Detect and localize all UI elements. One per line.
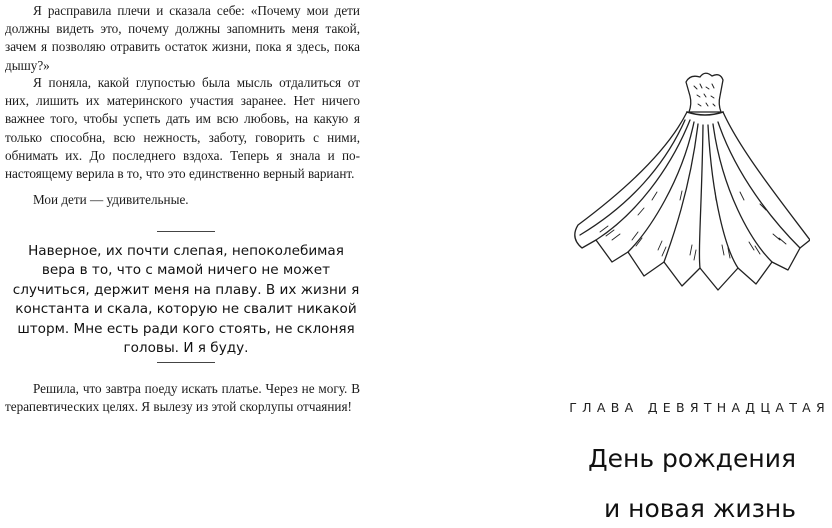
paragraph-1: Я расправила плечи и сказала себе: «Почему мои дети должны видеть это, почему должны запомнить меня такой, зачем я позволяю отравить остаток жизни, пока я здесь, пока дышу?» (5, 3, 360, 73)
divider-top (157, 231, 215, 232)
paragraph-3: Мои дети — удивительные. (33, 192, 189, 207)
chapter-title-line1: День рождения (588, 444, 796, 473)
paragraph-2: Я поняла, какой глупостью была мысль отдалиться от них, лишить их материнского участия заранее. Нет ничего важнее того, чтобы успеть дать им всю любовь, на какую я только способна, всю нежность, заботу, говорить с ними, обнимать их. До последнего вздоха. Теперь я знала и по-настоящему верила в то, что это единственно верный вариант. (5, 75, 360, 182)
wedding-dress-icon (540, 0, 810, 300)
right-page (400, 0, 832, 528)
chapter-label: ГЛАВА ДЕВЯТНАДЦАТАЯ (569, 400, 830, 415)
pull-quote: Наверное, их почти слепая, непоколебимая вера в то, что с мамой ничего не может случиться, держит меня на плаву. В их жизни я константа и скала, которую не свалит никакой шторм. Мне есть ради кого стоять, не склоняя головы. И я буду. (12, 243, 360, 357)
divider-bottom (157, 362, 215, 363)
left-page (0, 0, 380, 528)
chapter-title-line2: и новая жизнь (603, 494, 796, 523)
paragraph-4: Решила, что завтра поеду искать платье. Через не могу. В терапевтических целях. Я вылезу из этой скорлупы отчаяния! (5, 381, 360, 415)
